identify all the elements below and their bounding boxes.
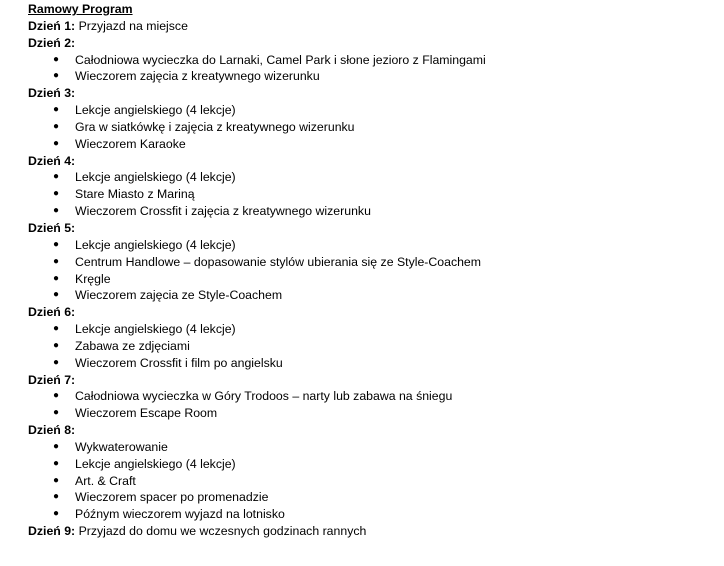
activity-text: Późnym wieczorem wyjazd na lotnisko <box>75 507 285 522</box>
list-item <box>28 271 708 288</box>
activity-text: Wieczorem zajęcia ze Style-Coachem <box>75 288 283 303</box>
day-label: Dzień 4: <box>28 153 76 168</box>
program-document <box>28 1 708 540</box>
bullet-icon: ● <box>53 289 60 301</box>
activity-text: Lekcje angielskiego (4 lekcje) <box>75 237 236 252</box>
day-label: Dzień 3: <box>28 86 76 101</box>
bullet-icon: ● <box>53 407 60 419</box>
day-label: Dzień 1: <box>28 18 76 33</box>
day-heading <box>28 220 708 237</box>
bullet-icon: ● <box>53 440 60 452</box>
list-item <box>28 52 708 69</box>
activity-list <box>28 169 708 220</box>
bullet-icon: ● <box>53 272 60 284</box>
list-item <box>28 388 708 405</box>
day-heading <box>28 35 708 52</box>
activity-list <box>28 388 708 422</box>
list-item <box>28 169 708 186</box>
activity-text: Wieczorem Crossfit i film po angielsku <box>75 355 283 370</box>
activity-list <box>28 237 708 304</box>
list-item <box>28 186 708 203</box>
activity-list <box>28 102 708 153</box>
list-item <box>28 338 708 355</box>
activity-text: Lekcje angielskiego (4 lekcje) <box>75 456 236 471</box>
list-item <box>28 355 708 372</box>
day-label: Dzień 7: <box>28 372 76 387</box>
activity-text: Lekcje angielskiego (4 lekcje) <box>75 170 236 185</box>
activity-list <box>28 52 708 86</box>
activity-text: Zabawa ze zdjęciami <box>75 338 190 353</box>
activity-text: Gra w siatkówkę i zajęcia z kreatywnego wizerunku <box>75 119 355 134</box>
day-heading <box>28 372 708 389</box>
activity-text: Lekcje angielskiego (4 lekcje) <box>75 322 236 337</box>
day-heading <box>28 153 708 170</box>
activity-text: Lekcje angielskiego (4 lekcje) <box>75 103 236 118</box>
day-label: Dzień 2: <box>28 35 76 50</box>
bullet-icon: ● <box>53 53 60 65</box>
list-item <box>28 321 708 338</box>
bullet-icon: ● <box>53 339 60 351</box>
day-heading <box>28 85 708 102</box>
list-item <box>28 287 708 304</box>
list-item <box>28 203 708 220</box>
list-item <box>28 136 708 153</box>
activity-text: Wieczorem spacer po promenadzie <box>75 490 269 505</box>
day-label: Dzień 5: <box>28 220 76 235</box>
activity-text: Kręgle <box>75 271 111 286</box>
activity-text: Całodniowa wycieczka do Larnaki, Camel Park i słone jezioro z Flamingami <box>75 52 486 67</box>
bullet-icon: ● <box>53 137 60 149</box>
bullet-icon: ● <box>53 457 60 469</box>
activity-list <box>28 321 708 372</box>
day-heading <box>28 523 708 540</box>
activity-text: Wieczorem Escape Room <box>75 406 218 421</box>
list-item <box>28 68 708 85</box>
day-label: Dzień 6: <box>28 305 76 320</box>
bullet-icon: ● <box>53 491 60 503</box>
bullet-icon: ● <box>53 356 60 368</box>
day-heading <box>28 304 708 321</box>
bullet-icon: ● <box>53 508 60 520</box>
activity-text: Wieczorem Crossfit i zajęcia z kreatywnego wizerunku <box>75 204 371 219</box>
day-heading <box>28 422 708 439</box>
activity-text: Art. & Craft <box>75 473 136 488</box>
list-item <box>28 102 708 119</box>
list-item <box>28 254 708 271</box>
bullet-icon: ● <box>53 474 60 486</box>
document-title: Ramowy Program <box>28 2 133 16</box>
activity-text: Centrum Handlowe – dopasowanie stylów ubierania się ze Style-Coachem <box>75 254 482 269</box>
activity-text: Stare Miasto z Mariną <box>75 187 195 202</box>
list-item <box>28 119 708 136</box>
day-label: Dzień 9: <box>28 524 76 539</box>
bullet-icon: ● <box>53 171 60 183</box>
bullet-icon: ● <box>53 120 60 132</box>
list-item <box>28 237 708 254</box>
day-label: Dzień 8: <box>28 423 76 438</box>
list-item <box>28 405 708 422</box>
bullet-icon: ● <box>53 390 60 402</box>
bullet-icon: ● <box>53 104 60 116</box>
bullet-icon: ● <box>53 188 60 200</box>
activity-list <box>28 439 708 523</box>
list-item <box>28 439 708 456</box>
list-item <box>28 506 708 523</box>
list-item <box>28 473 708 490</box>
list-item <box>28 456 708 473</box>
day-description: Przyjazd na miejsce <box>78 18 188 33</box>
activity-text: Całodniowa wycieczka w Góry Trodoos – narty lub zabawa na śniegu <box>75 389 453 404</box>
list-item <box>28 489 708 506</box>
activity-text: Wieczorem zajęcia z kreatywnego wizerunku <box>75 69 320 84</box>
bullet-icon: ● <box>53 205 60 217</box>
bullet-icon: ● <box>53 70 60 82</box>
day-list <box>28 18 708 540</box>
day-heading <box>28 18 708 35</box>
bullet-icon: ● <box>53 255 60 267</box>
bullet-icon: ● <box>53 238 60 250</box>
bullet-icon: ● <box>53 323 60 335</box>
activity-text: Wieczorem Karaoke <box>75 136 186 151</box>
activity-text: Wykwaterowanie <box>75 439 168 454</box>
day-description: Przyjazd do domu we wczesnych godzinach rannych <box>78 524 367 539</box>
